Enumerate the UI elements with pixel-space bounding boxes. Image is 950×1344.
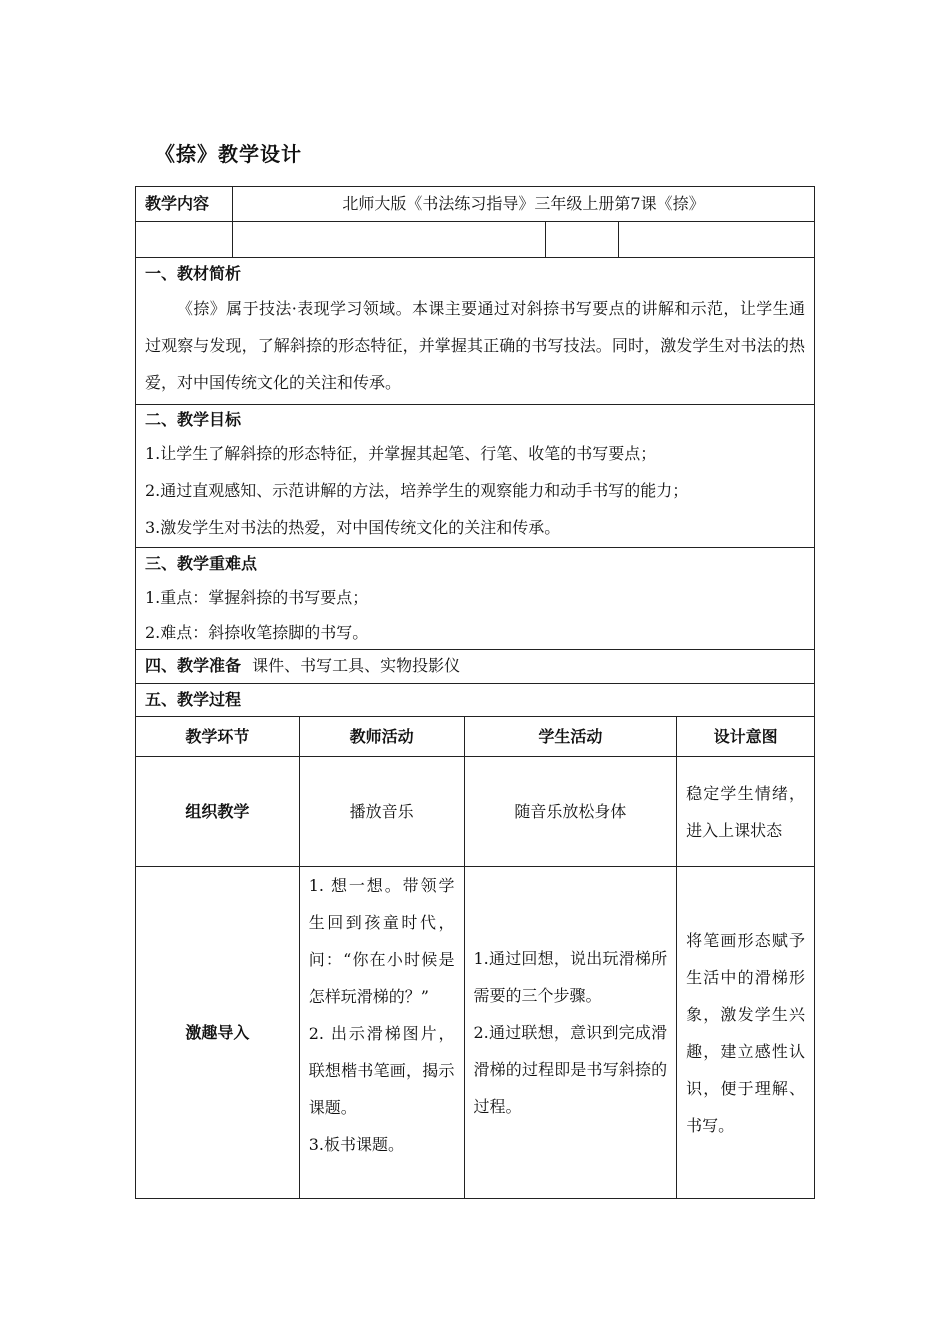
student-cell xyxy=(464,867,677,1199)
header-stage: 教学环节 xyxy=(136,717,300,757)
key-points-heading: 三、教学重难点 xyxy=(145,554,258,573)
stage-cell: 激趣导入 xyxy=(136,867,300,1199)
student-step: 2.通过联想，意识到完成滑滑梯的过程即是书写斜捺的过程。 xyxy=(473,1023,668,1116)
analysis-section xyxy=(135,258,815,405)
key-points-section xyxy=(135,548,815,650)
intent-cell: 稳定学生情绪，进入上课状态 xyxy=(677,757,815,867)
blank-cell xyxy=(233,222,546,257)
teacher-cell xyxy=(299,867,464,1199)
table-row xyxy=(136,867,815,1199)
student-cell: 随音乐放松身体 xyxy=(464,757,677,867)
analysis-body: 《捺》属于技法·表现学习领域。本课主要通过对斜捺书写要点的讲解和示范，让学生通过观察与发现，了解斜捺的形态特征，并掌握其正确的书写技法。同时，激发学生对书法的热爱，对中国传统文化的关注和传承。 xyxy=(145,299,805,392)
key-point-item: 1.重点：掌握斜捺的书写要点； xyxy=(145,588,369,607)
header-intent: 设计意图 xyxy=(677,717,815,757)
blank-cell xyxy=(546,222,619,257)
goal-item: 2.通过直观感知、示范讲解的方法，培养学生的观察能力和动手书写的能力； xyxy=(145,481,689,500)
goal-item: 3.激发学生对书法的热爱，对中国传统文化的关注和传承。 xyxy=(145,518,561,537)
table-row xyxy=(136,757,815,867)
intent-cell: 将笔画形态赋予生活中的滑梯形象，激发学生兴趣，建立感性认识，便于理解、书写。 xyxy=(677,867,815,1199)
header-teacher: 教师活动 xyxy=(299,717,464,757)
lesson-info-table xyxy=(135,186,815,717)
content-value: 北师大版《书法练习指导》三年级上册第7课《捺》 xyxy=(342,194,705,213)
process-heading: 五、教学过程 xyxy=(145,690,242,709)
header-student: 学生活动 xyxy=(464,717,677,757)
prep-value: 课件、书写工具、实物投影仪 xyxy=(252,656,461,675)
key-point-item: 2.难点：斜捺收笔捺脚的书写。 xyxy=(145,623,369,642)
document-title: 《捺》教学设计 xyxy=(155,142,302,166)
blank-row xyxy=(135,222,815,258)
process-header-row xyxy=(136,717,815,757)
stage-cell: 组织教学 xyxy=(136,757,300,867)
process-section xyxy=(135,684,815,717)
teacher-step: 2. 出示滑梯图片，联想楷书笔画，揭示课题。 xyxy=(308,1024,455,1117)
prep-heading: 四、教学准备 xyxy=(145,656,242,675)
analysis-heading: 一、教材简析 xyxy=(145,264,242,283)
content-label: 教学内容 xyxy=(136,187,233,221)
teacher-step: 3.板书课题。 xyxy=(308,1135,404,1154)
content-row xyxy=(135,186,815,222)
blank-cell xyxy=(136,222,233,257)
blank-cell xyxy=(619,222,814,257)
student-step: 1.通过回想，说出玩滑梯所需要的三个步骤。 xyxy=(473,949,668,1005)
goals-section xyxy=(135,405,815,548)
teacher-cell: 播放音乐 xyxy=(299,757,464,867)
goal-item: 1.让学生了解斜捺的形态特征，并掌握其起笔、行笔、收笔的书写要点； xyxy=(145,444,657,463)
prep-section xyxy=(135,650,815,684)
goals-heading: 二、教学目标 xyxy=(145,410,242,429)
teacher-step: 1. 想一想。带领学生回到孩童时代，问：“你在小时候是怎样玩滑梯的？” xyxy=(308,876,455,1006)
process-table xyxy=(135,716,815,1199)
